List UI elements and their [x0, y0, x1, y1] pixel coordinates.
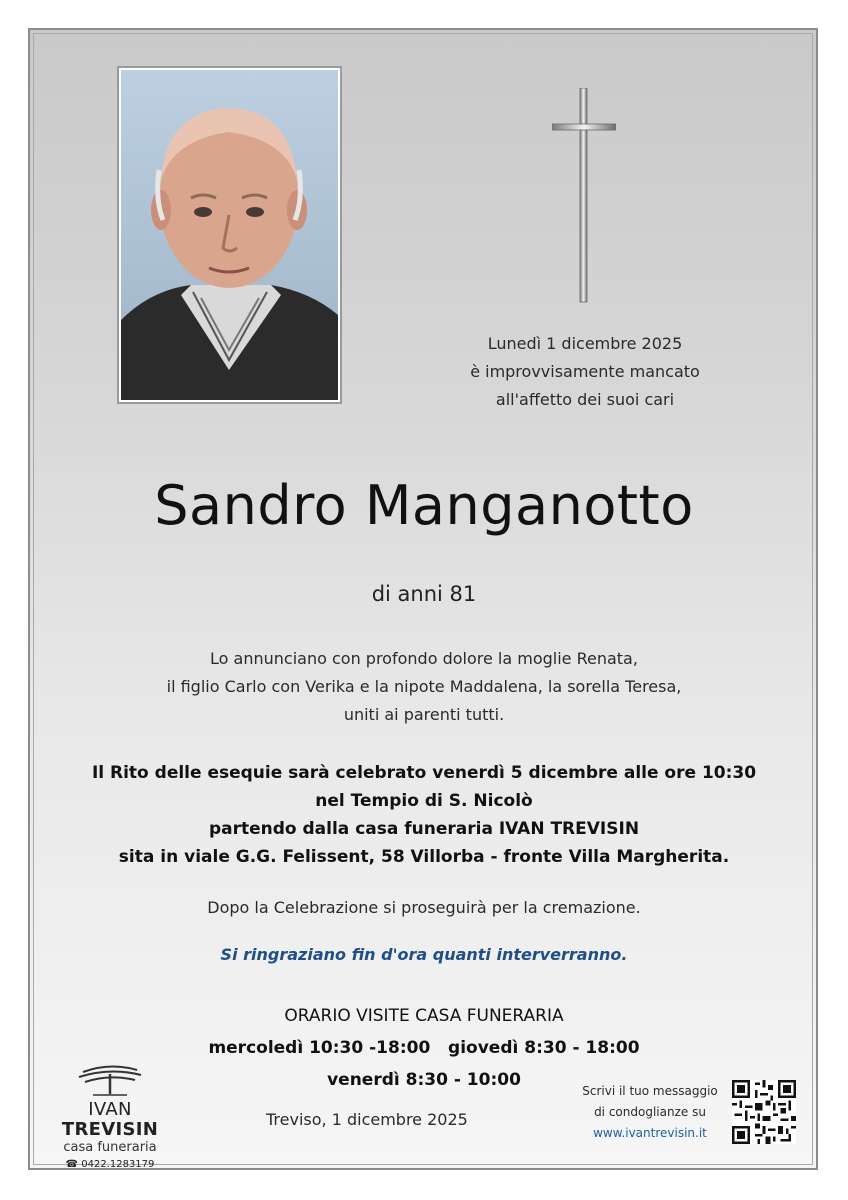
funeral-home-logo: [40, 1062, 180, 1172]
qr-code-icon[interactable]: [732, 1080, 796, 1144]
announcement-line: il figlio Carlo con Verika e la nipote Maddalena, la sorella Teresa,: [166, 677, 682, 696]
funeral-rite-info: [0, 759, 848, 871]
visiting-hours-line: mercoledì 10:30 -18:00 giovedì 8:30 - 18:00: [208, 1038, 640, 1058]
funeral-home-subtitle: casa funeraria: [63, 1140, 157, 1155]
rite-line: sita in viale G.G. Felissent, 58 Villorba - fronte Villa Margherita.: [118, 847, 730, 867]
funeral-home-phone: [40, 1158, 180, 1172]
announcement-line: Lo annunciano con profondo dolore la moglie Renata,: [210, 649, 638, 668]
logo-name-last: TREVISIN: [61, 1119, 159, 1140]
condolence-line: di condoglianze su: [594, 1105, 706, 1119]
portrait-frame: [117, 66, 342, 404]
intro-date: Lunedì 1 dicembre 2025: [487, 334, 683, 353]
tree-logo-icon: [75, 1062, 145, 1096]
cremation-note: Dopo la Celebrazione si proseguirà per la cremazione.: [207, 898, 641, 917]
intro-text-2: all'affetto dei suoi cari: [495, 390, 675, 409]
deceased-name: Sandro Manganotto: [154, 474, 694, 537]
deceased-age: di anni 81: [371, 582, 477, 606]
logo-name-first: IVAN: [88, 1099, 132, 1120]
rite-line: nel Tempio di S. Nicolò: [315, 791, 533, 811]
rite-line: Il Rito delle esequie sarà celebrato venerdì 5 dicembre alle ore 10:30: [91, 763, 757, 783]
condolence-line: Scrivi il tuo messaggio: [582, 1084, 718, 1098]
announcement: [0, 645, 848, 729]
place-date: Treviso, 1 dicembre 2025: [266, 1110, 468, 1129]
condolence-message-info: [570, 1081, 730, 1144]
rite-line: partendo dalla casa funeraria IVAN TREVISIN: [208, 819, 640, 839]
visiting-hours-line: venerdì 8:30 - 10:00: [327, 1070, 521, 1090]
visiting-hours-title: ORARIO VISITE CASA FUNERARIA: [284, 1006, 564, 1026]
phone-number: 0422.1283179: [81, 1159, 155, 1170]
cross-icon: [552, 88, 616, 304]
phone-icon: ☎: [65, 1159, 79, 1170]
death-notice-intro: [460, 330, 710, 414]
thanks-note: Si ringraziano fin d'ora quanti interverranno.: [220, 945, 628, 964]
website-link[interactable]: www.ivantrevisin.it: [593, 1126, 707, 1140]
announcement-line: uniti ai parenti tutti.: [343, 705, 505, 724]
portrait-photo: [121, 70, 338, 400]
intro-text: è improvvisamente mancato: [470, 362, 700, 381]
funeral-home-name: [40, 1100, 180, 1140]
